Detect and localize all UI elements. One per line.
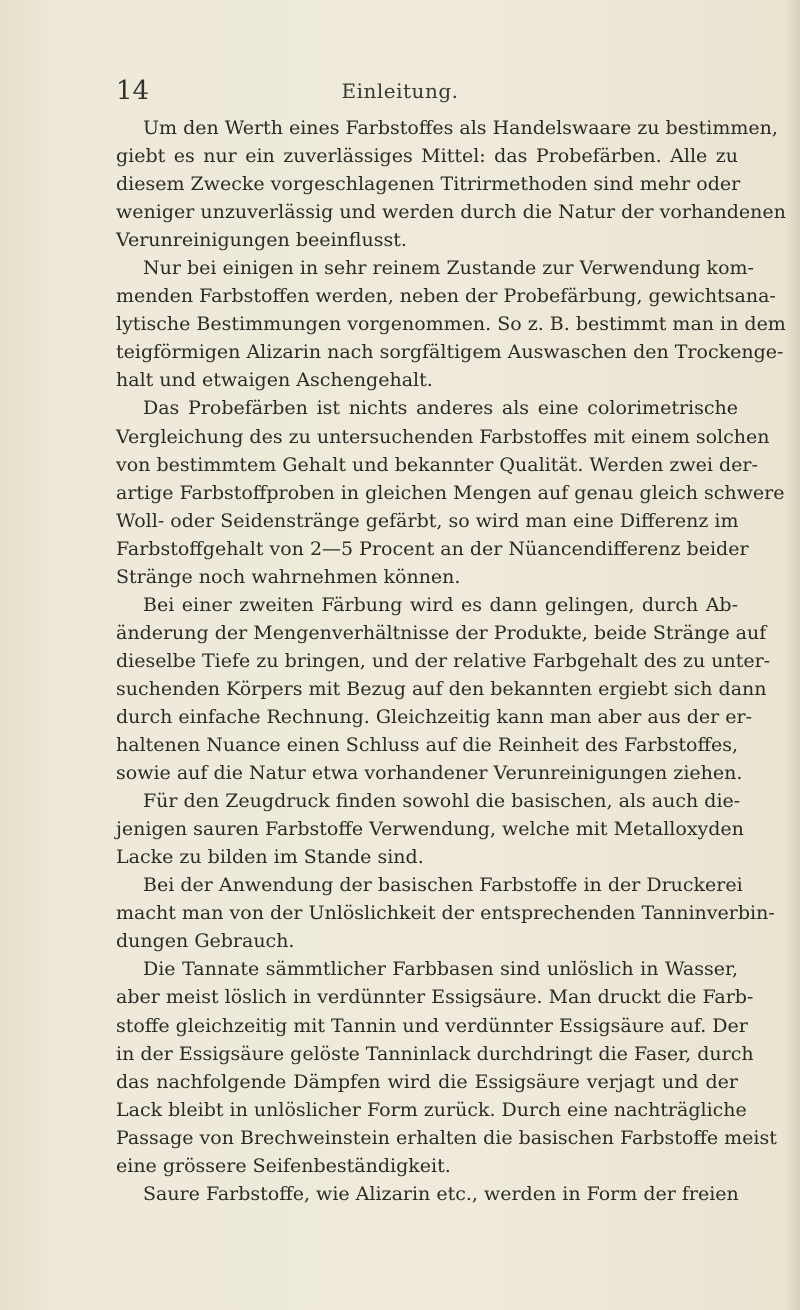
- text-line: macht man von der Unlöslichkeit der entsprechenden Tanninverbin-: [116, 902, 775, 925]
- text-line: weniger unzuverlässig und werden durch die Natur der vorhandenen: [116, 201, 786, 224]
- text-line: Passage von Brechweinstein erhalten die basischen Farbstoffe meist: [116, 1126, 777, 1149]
- running-head: Einleitung.: [341, 79, 459, 103]
- text-line: von bestimmtem Gehalt und bekannter Qualität. Werden zwei der-: [116, 453, 758, 476]
- text-line: Um den Werth eines Farbstoffes als Handelswaare zu bestimmen,: [143, 117, 778, 139]
- text-line: das nachfolgende Dämpfen wird die Essigsäure verjagt und der: [116, 1070, 738, 1093]
- text-line: Lacke zu bilden im Stande sind.: [116, 846, 424, 869]
- text-line: Vergleichung des zu untersuchenden Farbstoffes mit einem solchen: [116, 425, 770, 448]
- text-line: Nur bei einigen in sehr reinem Zustande zur Verwendung kom-: [143, 257, 754, 280]
- page-number: 14: [116, 76, 150, 106]
- text-line: Bei der Anwendung der basischen Farbstoffe in der Druckerei: [143, 874, 743, 897]
- page-header: [0, 76, 800, 112]
- text-line: eine grössere Seifenbeständigkeit.: [116, 1154, 451, 1177]
- text-line: Farbstoffgehalt von 2—5 Procent an der Nüancendifferenz beider: [116, 537, 749, 560]
- text-line: Verunreinigungen beeinflusst.: [116, 229, 407, 252]
- text-line: aber meist löslich in verdünnter Essigsäure. Man druckt die Farb-: [116, 986, 754, 1009]
- text-line: artige Farbstoffproben in gleichen Mengen auf genau gleich schwere: [116, 481, 785, 504]
- text-line: haltenen Nuance einen Schluss auf die Reinheit des Farbstoffes,: [116, 734, 738, 757]
- text-line: jenigen sauren Farbstoffe Verwendung, welche mit Metalloxyden: [116, 818, 744, 841]
- text-line: änderung der Mengenverhältnisse der Produkte, beide Stränge auf: [116, 621, 767, 644]
- body-text: [116, 114, 786, 1208]
- text-line: Woll- oder Seidenstränge gefärbt, so wird man eine Differenz im: [116, 509, 739, 532]
- text-line: halt und etwaigen Aschengehalt.: [116, 369, 433, 392]
- text-line: giebt es nur ein zuverlässiges Mittel: das Probefärben. Alle zu: [116, 145, 738, 168]
- text-line: Für den Zeugdruck finden sowohl die basischen, als auch die-: [143, 790, 741, 813]
- text-line: Lack bleibt in unlöslicher Form zurück. Durch eine nachträgliche: [116, 1098, 747, 1121]
- text-line: Das Probefärben ist nichts anderes als eine colorimetrische: [143, 397, 738, 420]
- text-line: Die Tannate sämmtlicher Farbbasen sind unlöslich in Wasser,: [143, 958, 738, 981]
- text-line: suchenden Körpers mit Bezug auf den bekannten ergiebt sich dann: [116, 677, 767, 700]
- text-line: stoffe gleichzeitig mit Tannin und verdünnter Essigsäure auf. Der: [116, 1014, 748, 1037]
- text-line: durch einfache Rechnung. Gleichzeitig kann man aber aus der er-: [116, 705, 753, 728]
- text-line: teigförmigen Alizarin nach sorgfältigem Auswaschen den Trockenge-: [116, 341, 784, 364]
- text-line: menden Farbstoffen werden, neben der Probefärbung, gewichtsana-: [116, 285, 776, 308]
- text-line: Bei einer zweiten Färbung wird es dann gelingen, durch Ab-: [143, 593, 738, 616]
- text-line: diesem Zwecke vorgeschlagenen Titrirmethoden sind mehr oder: [116, 173, 741, 196]
- text-line: dungen Gebrauch.: [116, 930, 295, 953]
- text-line: lytische Bestimmungen vorgenommen. So z. B. bestimmt man in dem: [116, 313, 786, 336]
- text-line: dieselbe Tiefe zu bringen, und der relative Farbgehalt des zu unter-: [116, 649, 771, 672]
- text-line: Saure Farbstoffe, wie Alizarin etc., werden in Form der freien: [143, 1182, 739, 1205]
- text-line: Stränge noch wahrnehmen können.: [116, 565, 461, 588]
- page-edge-shadow: [786, 0, 800, 1310]
- text-line: sowie auf die Natur etwa vorhandener Verunreinigungen ziehen.: [116, 762, 743, 785]
- text-line: in der Essigsäure gelöste Tanninlack durchdringt die Faser, durch: [116, 1042, 754, 1065]
